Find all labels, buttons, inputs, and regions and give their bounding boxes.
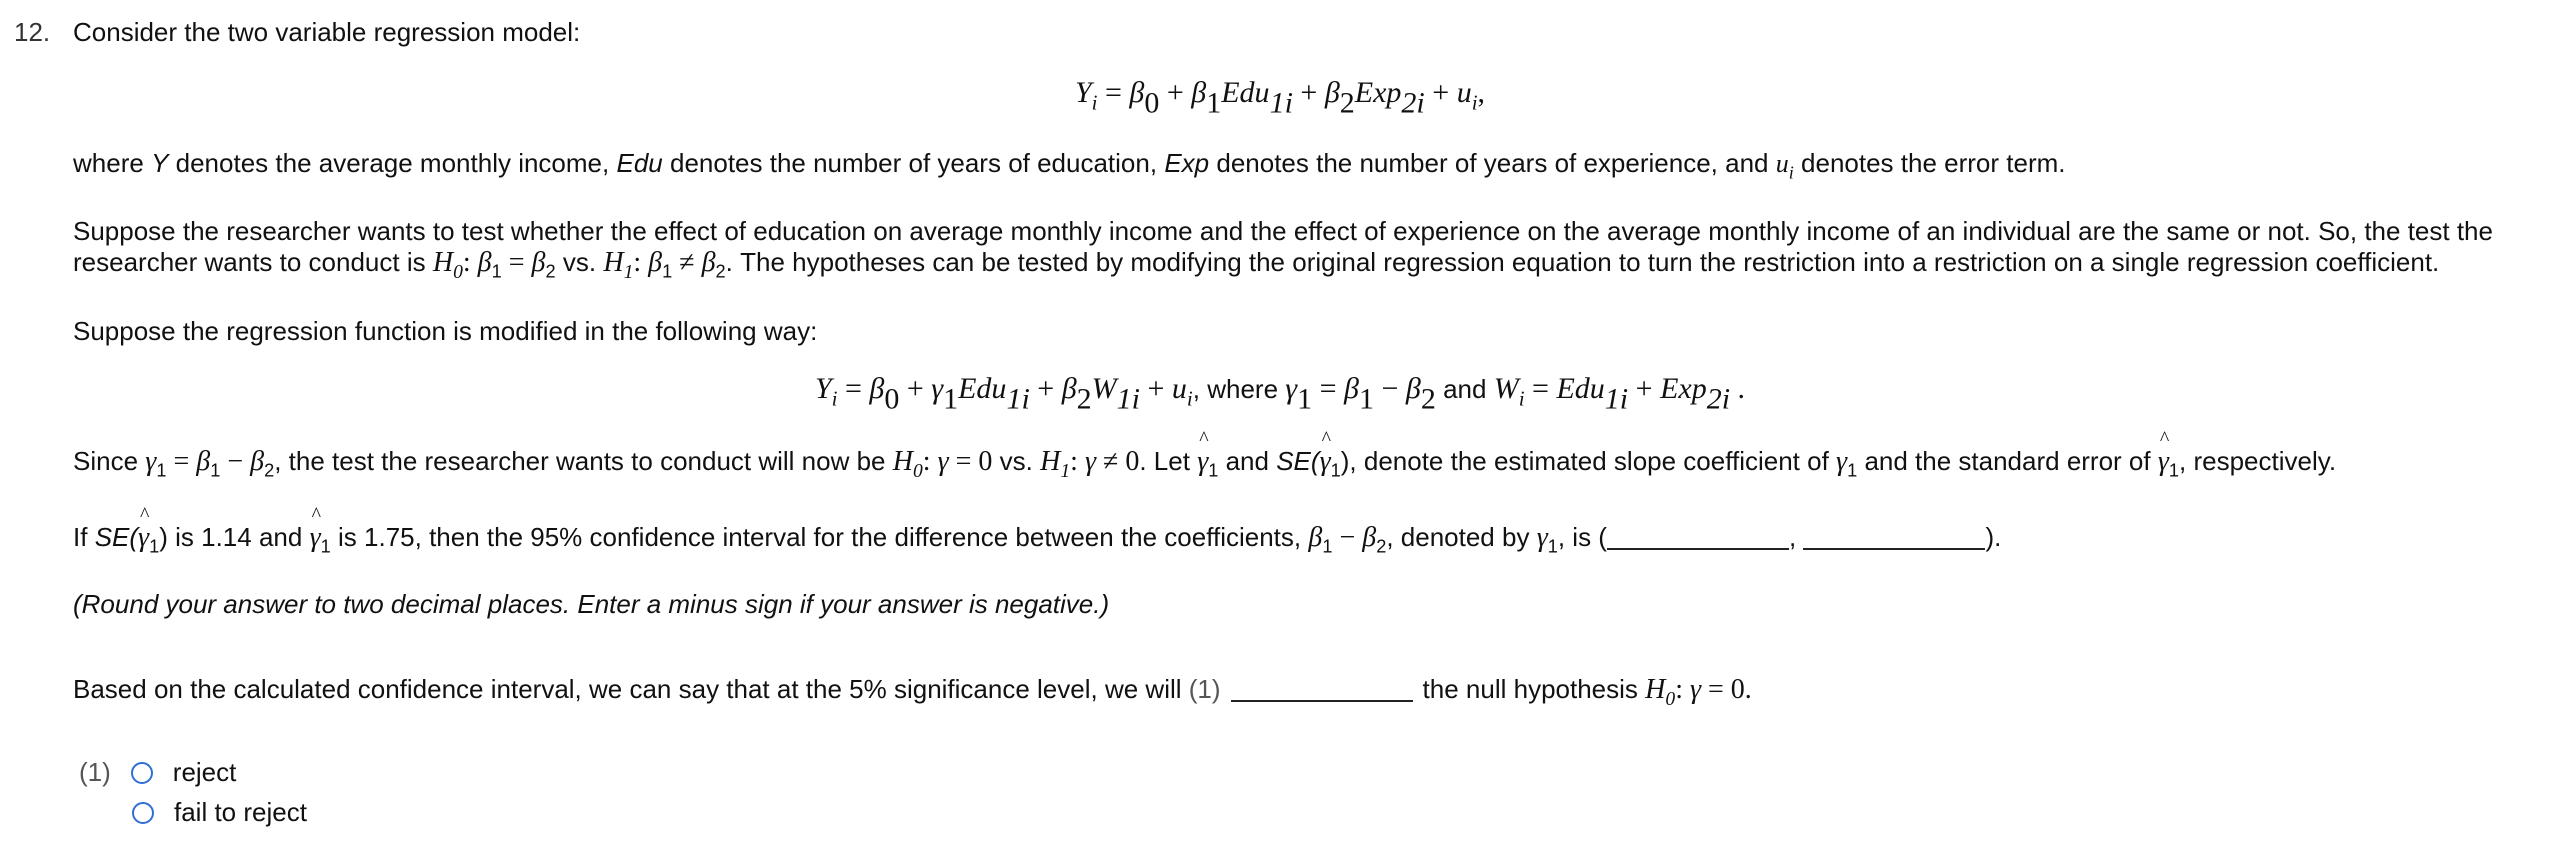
intro-text: Consider the two variable regression model: [73, 17, 581, 47]
modified-equation: $Y_i = \beta_0 + \gamma_1Edu_{1i} + \beta_2W_{1i} + u_i$, where $\gamma_1 = \beta_1 - \beta_2$ and $W_i = Edu_{1i} + Exp_{2i}$ . [814, 372, 1746, 416]
suppose-paragraph-line1: Suppose the researcher wants to test whether the effect of education on average monthly income and the effect of experience on the average monthly income of an individual are the same or not. So, the test the [73, 216, 2493, 246]
suppose-modified-text: Suppose the regression function is modified in the following way: [73, 316, 818, 346]
answer-1-blank[interactable] [1231, 674, 1413, 702]
option-label-reject: reject [172, 757, 237, 787]
se-value: 1.14 [201, 522, 252, 552]
rounding-note: (Round your answer to two decimal places. Enter a minus sign if your answer is negative.) [73, 589, 1110, 619]
options-marker: (1) [79, 757, 111, 787]
question-number: 12. [14, 17, 51, 47]
ci-upper-input[interactable] [1803, 522, 1985, 550]
radio-fail-to-reject[interactable] [132, 802, 154, 824]
option-reject[interactable] [79, 757, 236, 788]
conclusion-sentence: Based on the calculated confidence interval, we can say that at the 5% significance level, we will (1) the null hypothesis $H_0$: γ = 0. [73, 674, 1752, 710]
radio-reject[interactable] [131, 762, 153, 784]
confidence-interval-question: If SE(^ $\gamma_1$) is 1.14 and ^ $\gamma_1$ is 1.75, then the 95% confidence interval for the difference between the coefficients, $\beta_1 - \beta_2$, denoted by $\gamma_1$, is ( , ). [73, 522, 2001, 557]
suppose-paragraph-line2: researcher wants to conduct is $H_0$: $\beta_1 = \beta_2$ vs. $H_1$: $\beta_1 \ne \beta_2$. The hypotheses can be tested by modifying the original regression equation to turn the restriction into a restriction on a single regression coefficient. [73, 247, 2440, 283]
since-paragraph: Since $\gamma_1 = \beta_1 - \beta_2$, the test the researcher wants to conduct will now be $H_0$: γ = 0 vs. $H_1$: γ ≠ 0. Let ^ $\gamma_1$ and SE(^ $\gamma_1$), denote the estimated slope coefficient of $\gamma_1$ and the standard error of ^ $\gamma_1$, respectively. [73, 446, 2336, 483]
option-fail-to-reject[interactable] [132, 797, 307, 828]
regression-equation: $Y_i = \beta_0 + \beta_1Edu_{1i} + \beta_2Exp_{2i} + u_i$, [1074, 76, 1486, 120]
where-paragraph: where Y denotes the average monthly income, Edu denotes the number of years of education, Exp denotes the number of years of experience, and $u_i$ denotes the error term. [73, 148, 2066, 183]
gamma-hat-value: 1.75 [364, 522, 415, 552]
option-label-fail-to-reject: fail to reject [174, 797, 307, 827]
ci-lower-input[interactable] [1607, 522, 1789, 550]
